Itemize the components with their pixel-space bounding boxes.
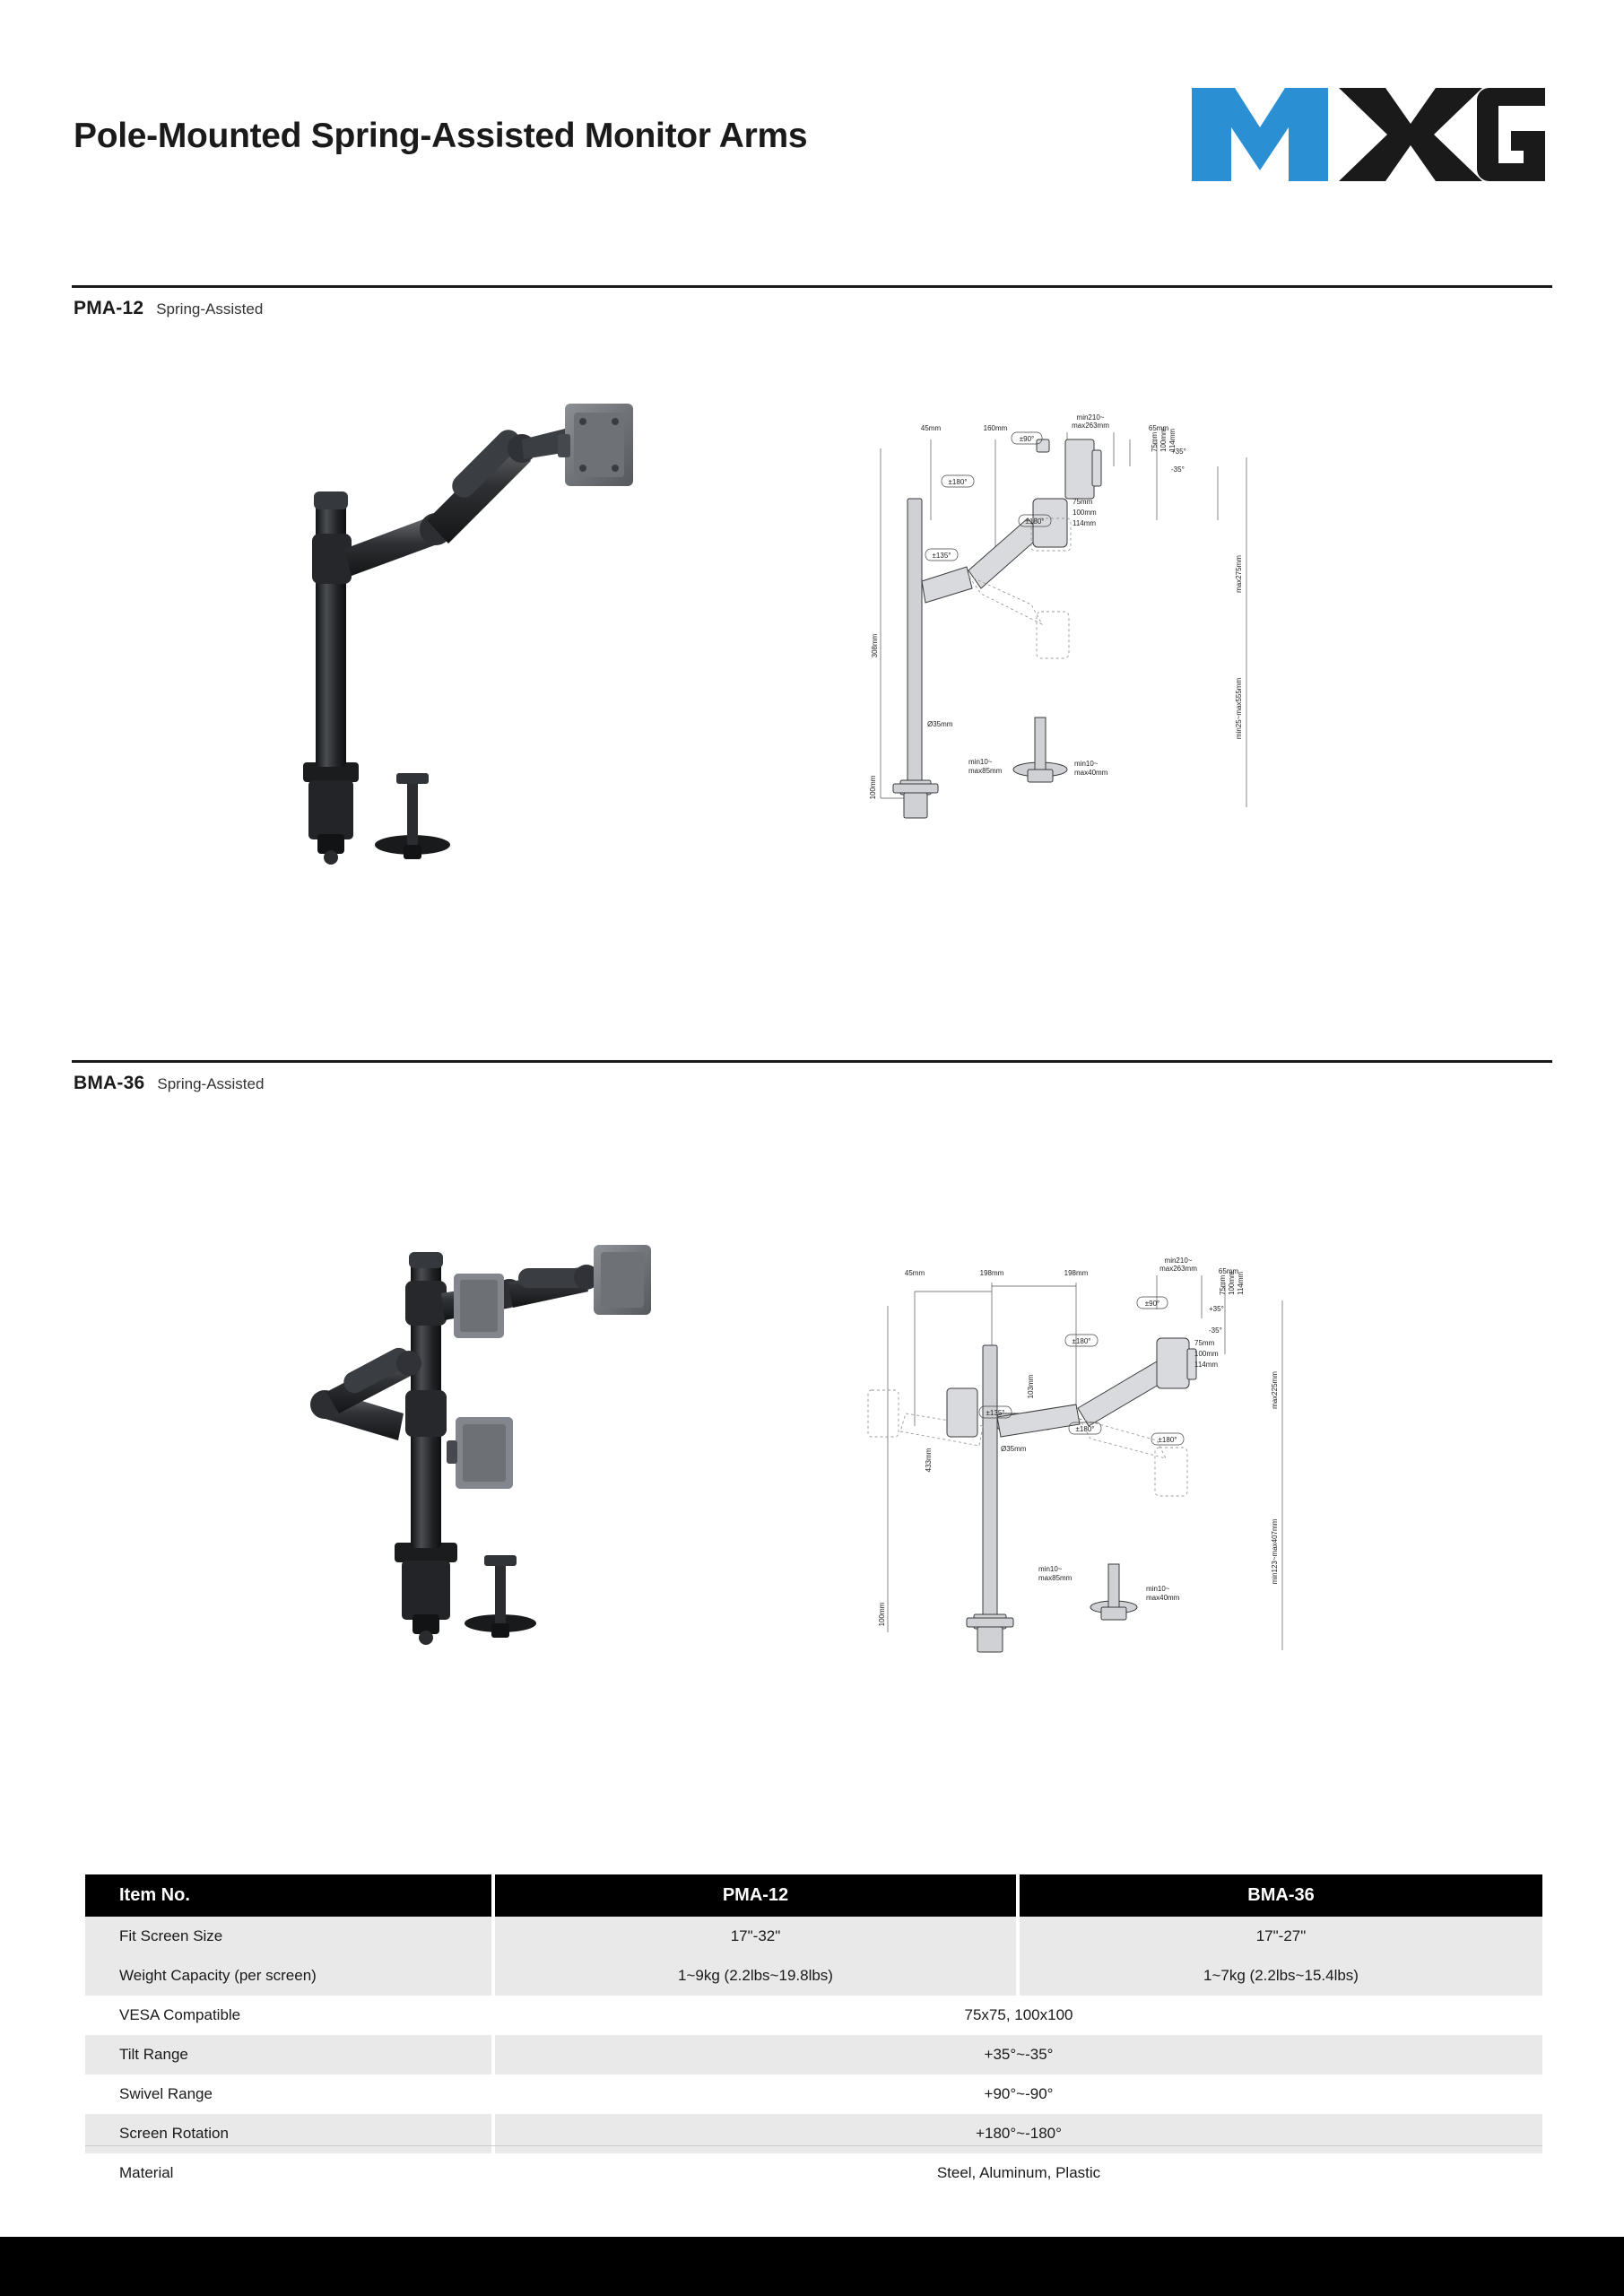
- section-rule-pma12: [72, 285, 1552, 288]
- table-header-bma36: BMA-36: [1018, 1874, 1542, 1917]
- dim-bma36-grom-min: min10~: [1146, 1585, 1170, 1593]
- dim-pma12-max263: max263mm: [1072, 422, 1109, 430]
- row-value-merged: +180°~-180°: [493, 2114, 1542, 2153]
- dim-pma12-100b: 100mm: [1073, 509, 1097, 517]
- dim-bma36-plus35: +35°: [1209, 1305, 1224, 1313]
- dim-pma12-180-upper: ±180°: [948, 478, 968, 486]
- row-label: Screen Rotation: [85, 2114, 493, 2153]
- dim-bma36-plus90: ±90°: [1144, 1300, 1160, 1308]
- row-label: Tilt Range: [85, 2035, 493, 2074]
- dim-bma36-100b: 100mm: [1194, 1350, 1219, 1358]
- page-title: Pole-Mounted Spring-Assisted Monitor Arms: [74, 117, 808, 155]
- table-header-pma12: PMA-12: [493, 1874, 1018, 1917]
- dim-pma12-114b: 114mm: [1073, 519, 1097, 527]
- dim-pma12-min210: min210~: [1076, 413, 1105, 422]
- dim-pma12-grom-max: max40mm: [1074, 769, 1108, 777]
- section-subtitle-bma36: Spring-Assisted: [157, 1075, 265, 1092]
- dim-bma36-grom-max: max40mm: [1146, 1594, 1180, 1602]
- table-row: [85, 2074, 1542, 2114]
- mxg-logo: [1185, 81, 1552, 188]
- dim-bma36-75: 75mm: [1219, 1274, 1227, 1295]
- row-value-pma12: 1~9kg (2.2lbs~19.8lbs): [493, 1956, 1018, 1996]
- dim-pma12-114: 114mm: [1168, 428, 1177, 452]
- table-row: [85, 1917, 1542, 1956]
- dim-pma12-plus90: ±90°: [1019, 435, 1035, 443]
- dim-bma36-100: 100mm: [1228, 1271, 1236, 1295]
- dim-pma12-180-lower: ±180°: [1025, 517, 1045, 526]
- dim-pma12-clamp-max: max85mm: [968, 767, 1003, 775]
- footer-bar: [0, 2237, 1624, 2296]
- table-row: [85, 1996, 1542, 2035]
- section-subtitle-pma12: Spring-Assisted: [156, 300, 264, 317]
- dim-pma12-100: 100mm: [1159, 428, 1168, 452]
- dim-pma12-range: min25~max555mm: [1235, 677, 1243, 740]
- row-value-bma36: 17"-27": [1018, 1917, 1542, 1956]
- dim-bma36-180-mid: ±180°: [1075, 1425, 1095, 1433]
- row-value-merged: 75x75, 100x100: [493, 1996, 1542, 2035]
- table-row: [85, 2153, 1542, 2193]
- dim-bma36-dia35: Ø35mm: [1001, 1445, 1027, 1453]
- dim-pma12-75b: 75mm: [1073, 498, 1093, 506]
- dim-pma12-minus35: -35°: [1171, 465, 1185, 474]
- dim-pma12-75: 75mm: [1151, 431, 1159, 452]
- dim-pma12-clamp-min: min10~: [968, 758, 993, 766]
- section-sku-pma12: PMA-12: [74, 298, 144, 318]
- dim-pma12-160: 160mm: [983, 424, 1008, 432]
- dim-bma36-180-right: ±180°: [1158, 1436, 1177, 1444]
- table-header-item-no: Item No.: [85, 1874, 493, 1917]
- dim-bma36-198b: 198mm: [1064, 1269, 1089, 1277]
- technical-drawing-bma36: [780, 1256, 1390, 1695]
- dim-bma36-minus35: -35°: [1209, 1326, 1222, 1335]
- section-sku-bma36: BMA-36: [74, 1073, 145, 1093]
- row-value-merged: +35°~-35°: [493, 2035, 1542, 2074]
- dim-bma36-75b: 75mm: [1194, 1339, 1215, 1347]
- row-value-merged: Steel, Aluminum, Plastic: [493, 2153, 1542, 2193]
- dim-pma12-plus35: +35°: [1171, 448, 1186, 456]
- dim-pma12-max275: max275mm: [1235, 555, 1243, 593]
- row-label: VESA Compatible: [85, 1996, 493, 2035]
- row-value-bma36: 1~7kg (2.2lbs~15.4lbs): [1018, 1956, 1542, 1996]
- dim-pma12-45: 45mm: [920, 424, 942, 432]
- dim-pma12-grom-min: min10~: [1074, 760, 1099, 768]
- product-photo-pma12: [296, 386, 673, 870]
- dim-bma36-433: 433mm: [925, 1448, 933, 1473]
- row-label: Fit Screen Size: [85, 1917, 493, 1956]
- dim-bma36-45: 45mm: [904, 1269, 925, 1277]
- row-value-merged: +90°~-90°: [493, 2074, 1542, 2114]
- dim-bma36-min210: min210~: [1164, 1257, 1193, 1265]
- dim-bma36-range: min123~max407mm: [1271, 1518, 1279, 1585]
- dim-bma36-clamp-max: max85mm: [1038, 1574, 1073, 1582]
- row-value-pma12: 17"-32": [493, 1917, 1018, 1956]
- dim-bma36-clamp-min: min10~: [1038, 1565, 1063, 1573]
- dim-bma36-198a: 198mm: [979, 1269, 1004, 1277]
- dim-pma12-dia35: Ø35mm: [927, 720, 953, 728]
- page-header: [72, 81, 1552, 197]
- section-header-pma12: [74, 298, 263, 319]
- dim-bma36-180-upper: ±180°: [1072, 1337, 1091, 1345]
- dim-bma36-114b: 114mm: [1194, 1361, 1219, 1369]
- dim-pma12-100h: 100mm: [869, 775, 877, 800]
- table-row: [85, 1956, 1542, 1996]
- table-row: [85, 2114, 1542, 2153]
- dim-bma36-max263: max263mm: [1159, 1265, 1197, 1273]
- technical-drawing-pma12: [861, 413, 1345, 861]
- dim-pma12-65: 65mm: [1148, 424, 1169, 432]
- dim-bma36-65: 65mm: [1218, 1267, 1239, 1275]
- dim-bma36-100h: 100mm: [878, 1602, 886, 1627]
- section-rule-bma36: [72, 1060, 1552, 1063]
- product-photo-bma36: [296, 1238, 762, 1668]
- dim-bma36-135: ±135°: [986, 1409, 1005, 1417]
- dim-bma36-114: 114mm: [1237, 1271, 1245, 1295]
- table-bottom-rule: [85, 2145, 1542, 2146]
- dim-bma36-103: 103mm: [1027, 1374, 1035, 1399]
- section-header-bma36: [74, 1073, 264, 1094]
- row-label: Weight Capacity (per screen): [85, 1956, 493, 1996]
- row-label: Swivel Range: [85, 2074, 493, 2114]
- dim-pma12-308: 308mm: [871, 633, 879, 658]
- table-header-row: [85, 1874, 1542, 1917]
- dim-pma12-135: ±135°: [932, 552, 951, 560]
- table-row: [85, 2035, 1542, 2074]
- row-label: Material: [85, 2153, 493, 2193]
- dim-bma36-max225: max225mm: [1271, 1371, 1279, 1409]
